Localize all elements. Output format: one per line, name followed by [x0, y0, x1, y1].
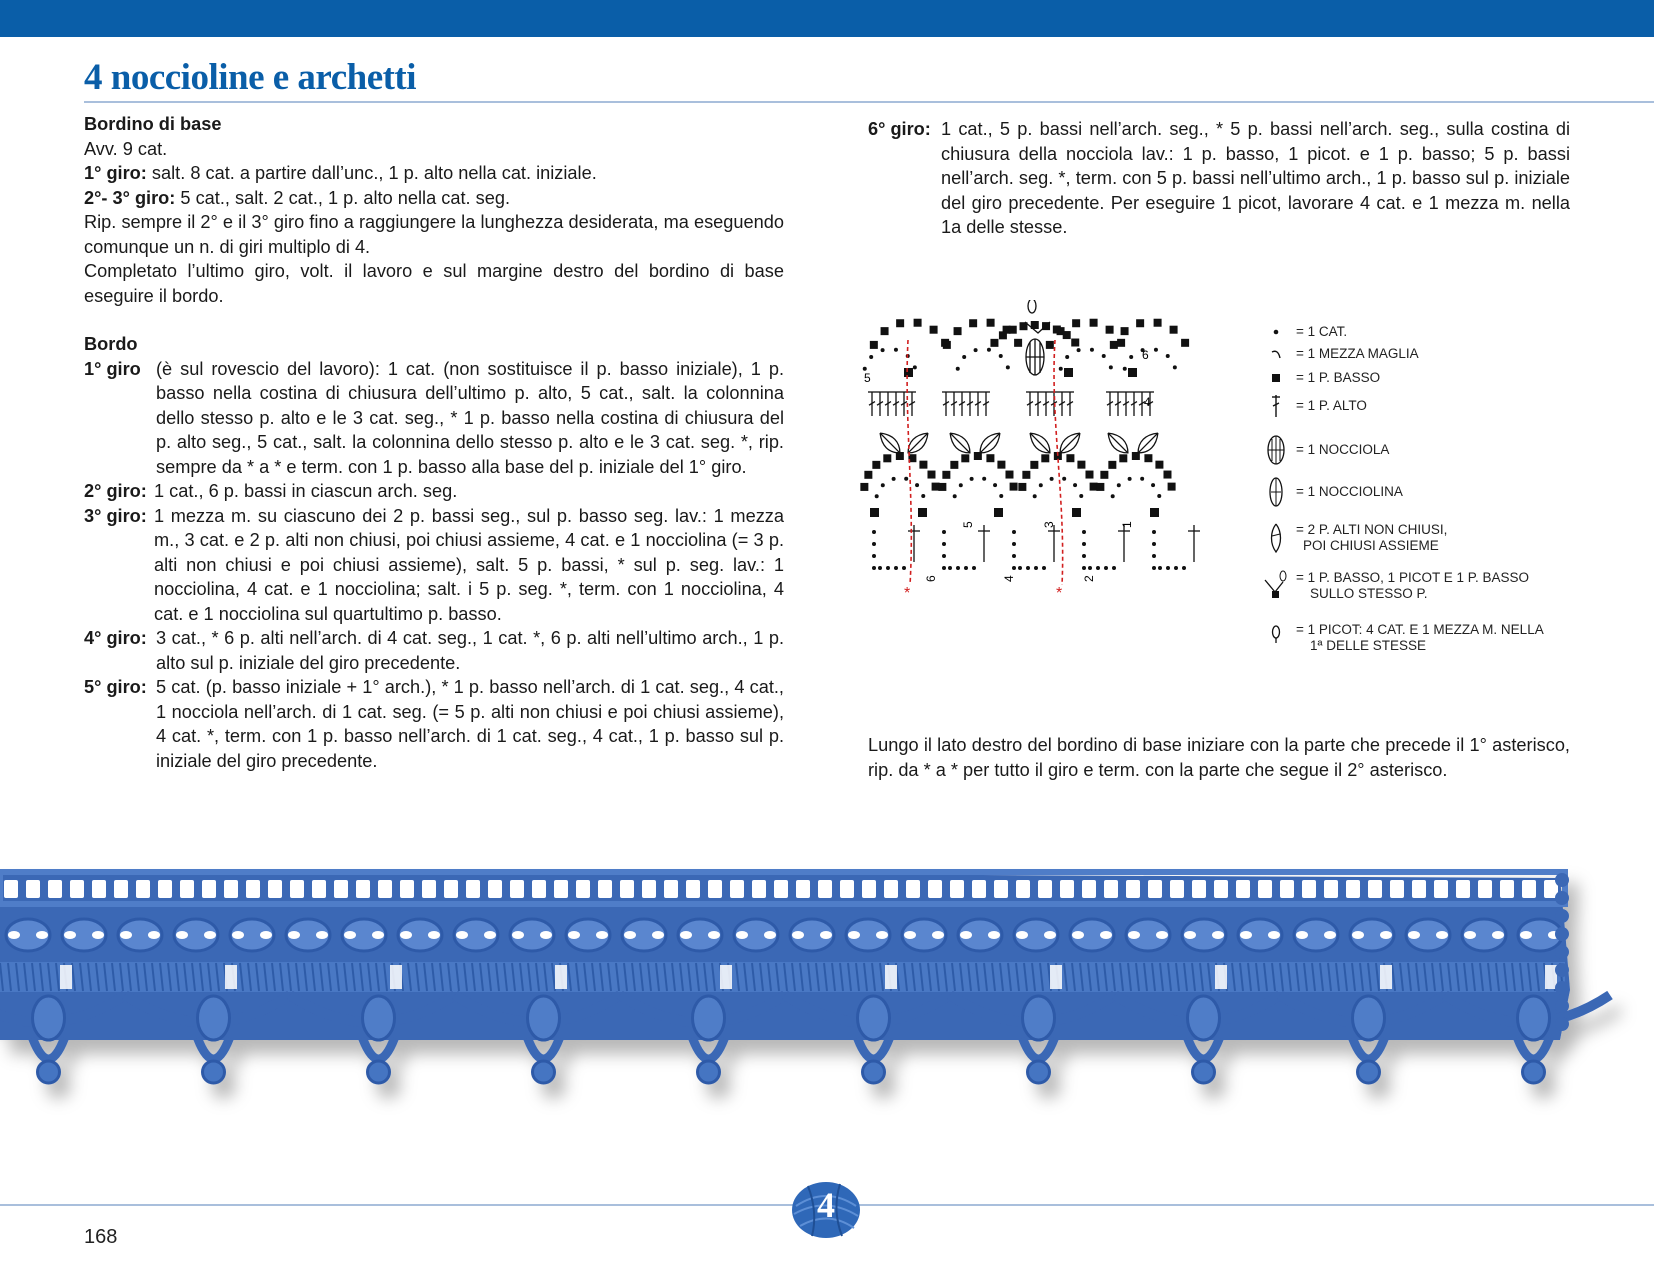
base-heading: Bordino di base: [84, 114, 222, 134]
legend-item: = 2 P. ALTI NON CHIUSI, POI CHIUSI ASSIEME: [1262, 522, 1447, 554]
bordo-round-text: 5 cat. (p. basso iniziale + 1° arch.), * 1 p. basso nell’arch. di 1 cat. seg., 4 cat., 1 nocciola nell’arch. di 1 cat. seg. (= 5 p. alti non chiusi e poi chiusi assieme), 4 cat. *, term. con 1 p. basso nell’arch. di 1 cat. seg., 4 cat., 1 p. basso sul p. iniziale del giro precedente.: [156, 677, 784, 771]
bordo-round-5: [84, 675, 784, 773]
base-avv: Avv. 9 cat.: [84, 138, 168, 159]
picot-icon: [1270, 624, 1282, 644]
bordo-round-label: 4° giro:: [84, 628, 147, 648]
bordo-round-2: [84, 479, 784, 504]
two-dc-closed-icon: [1268, 522, 1284, 554]
slip-stitch-icon: [1269, 347, 1283, 361]
nocciolina-icon: [1268, 476, 1284, 508]
crochet-lace-photo: [0, 850, 1654, 1135]
closing-instructions: Lungo il lato destro del bordino di base iniziare con la parte che precede il 1° asterisco, rip. da * a * per tutto il giro e term. con la parte che segue il 2° asterisco.: [868, 735, 1570, 780]
bordo-round-label: 1° giro: [84, 358, 141, 379]
base-round-23-text: 5 cat., salt. 2 cat., 1 p. alto nella cat. seg.: [180, 187, 510, 208]
page-number: 168: [84, 1226, 118, 1248]
bordo-round-label: 3° giro:: [84, 505, 147, 526]
legend-item: = 1 NOCCIOLINA: [1262, 476, 1403, 508]
repeat-star: *: [904, 585, 911, 602]
repeat-star: *: [1056, 585, 1063, 602]
bordo-round-text: 1 cat., 6 p. bassi in ciascun arch. seg.: [154, 481, 458, 501]
row-number: 4: [1144, 395, 1151, 409]
row-number: 6: [1142, 348, 1149, 362]
single-crochet-square-icon: [1270, 372, 1282, 384]
chart-nocciolina-clusters: [876, 429, 1162, 457]
row-number: 5: [864, 371, 871, 385]
base-round-23-label: 2°- 3° giro:: [84, 187, 176, 208]
top-color-band: [0, 0, 1654, 37]
bordo-round-1: [84, 357, 784, 480]
base-round-1: [84, 161, 784, 186]
chapter-yarn-ball-badge: [788, 1176, 864, 1240]
page-title: 4 noccioline e archetti: [84, 57, 417, 98]
legend-item: = 1 P. BASSO: [1262, 370, 1380, 386]
bottom-number: 2: [1082, 575, 1096, 582]
right-column: [868, 117, 1570, 240]
bordo-round-6-text: 1 cat., 5 p. bassi nell’arch. seg., * 5 p. bassi nell’arch. seg., sulla costina di chiusura della nocciola lav.: 1 p. basso, 1 picot. e 1 p. basso; 5 p. bassi nell’arch. seg. *, term. con 5 p. bassi nell’ultimo arch., 1 p. basso sul p. iniziale del giro precedente. Per eseguire 1 picot, lavorare 4 cat. e 1 mezza m. nella 1a delle stesse.: [941, 119, 1570, 237]
bordo-round-text: (è sul rovescio del lavoro): 1 cat. (non sostituisce il p. basso iniziale), 1 p. basso nella costina di chiusura dell’ultimo p. alto, 5 cat., salt. la colonnina dello stesso p. alto e le 3 cat. seg., * 1 p. basso nella costina di chiusura del p. alto seg., 5 cat., salt. la colonnina dello stesso p. alto e le 3 cat. seg. *, rip. sempre da * a * e term. con 1 p. basso alla base del p. iniziale del 1° giro.: [156, 358, 784, 477]
bordo-round-6: [868, 117, 1570, 240]
nocciola-icon: [1266, 434, 1286, 466]
base-completed: Completato l’ultimo giro, volt. il lavoro e sul margine destro del bordino di base eseguire il bordo.: [84, 261, 784, 306]
bordo-round-label: 5° giro:: [84, 677, 147, 697]
legend-item: = 1 PICOT: 4 CAT. E 1 MEZZA M. NELLA 1ª DELLE STESSE: [1262, 622, 1544, 654]
base-round-1-label: 1° giro:: [84, 163, 147, 183]
bordo-heading: Bordo: [84, 334, 138, 354]
chart-double-crochet: [868, 392, 1154, 416]
bottom-number: 4: [1002, 575, 1016, 582]
double-crochet-icon: [1270, 394, 1282, 418]
bottom-number: 5: [961, 521, 975, 528]
bordo-round-4: [84, 626, 784, 675]
bottom-number: 6: [924, 575, 938, 582]
base-round-23: [84, 186, 784, 211]
left-column: [84, 112, 784, 773]
bordo-round-label: 2° giro:: [84, 481, 147, 501]
legend-item: = 1 NOCCIOLA: [1262, 434, 1389, 466]
title-divider: [84, 101, 1654, 103]
legend-item: = 1 P. BASSO, 1 PICOT E 1 P. BASSO SULLO STESSO P.: [1262, 570, 1529, 602]
repeat-marker-line: [1054, 340, 1063, 585]
bordo-round-3: [84, 504, 784, 627]
chart-nocciola-cluster: [1026, 339, 1044, 375]
crochet-chart-diagram: [860, 300, 1230, 630]
base-repeat: Rip. sempre il 2° e il 3° giro fino a raggiungere la lunghezza desiderata, ma eseguendo comunque un n. di giri multiplo di 4.: [84, 212, 784, 257]
chapter-number: 4: [817, 1185, 835, 1225]
legend-item: = 1 P. ALTO: [1262, 394, 1367, 418]
legend-item: = 1 MEZZA MAGLIA: [1262, 346, 1419, 362]
bordo-round-6-label: 6° giro:: [868, 119, 931, 139]
sc-picot-sc-icon: [1263, 570, 1289, 600]
bordo-round-text: 3 cat., * 6 p. alti nell’arch. di 4 cat. seg., 1 cat. *, 6 p. alti nell’ultimo arch., 1 p. alto sul p. iniziale del giro precedente.: [156, 628, 784, 673]
legend-item: = 1 CAT.: [1262, 324, 1347, 340]
bottom-number: 1: [1120, 521, 1134, 528]
chain-dot-icon: [1271, 327, 1281, 337]
bordo-round-text: 1 mezza m. su ciascuno dei 2 p. bassi seg., sul p. basso seg. lav.: 1 mezza m., 3 cat. e 2 p. alti non chiusi, poi chiusi assieme, 4 cat. e 1 nocciolina (= 3 p. alti non chiusi e poi chiusi assieme), salt. 5 p. bassi, * sul p. seg. lav.: 1 nocciolina, 4 cat. e 1 nocciolina; salt. i 5 p. seg. *, term. con 1 nocciolina, 4 cat. e 1 nocciolina sul quartultimo p. basso.: [154, 505, 784, 624]
bottom-number: 3: [1042, 521, 1056, 528]
base-round-1-text: salt. 8 cat. a partire dall’unc., 1 p. alto nella cat. iniziale.: [151, 163, 597, 183]
